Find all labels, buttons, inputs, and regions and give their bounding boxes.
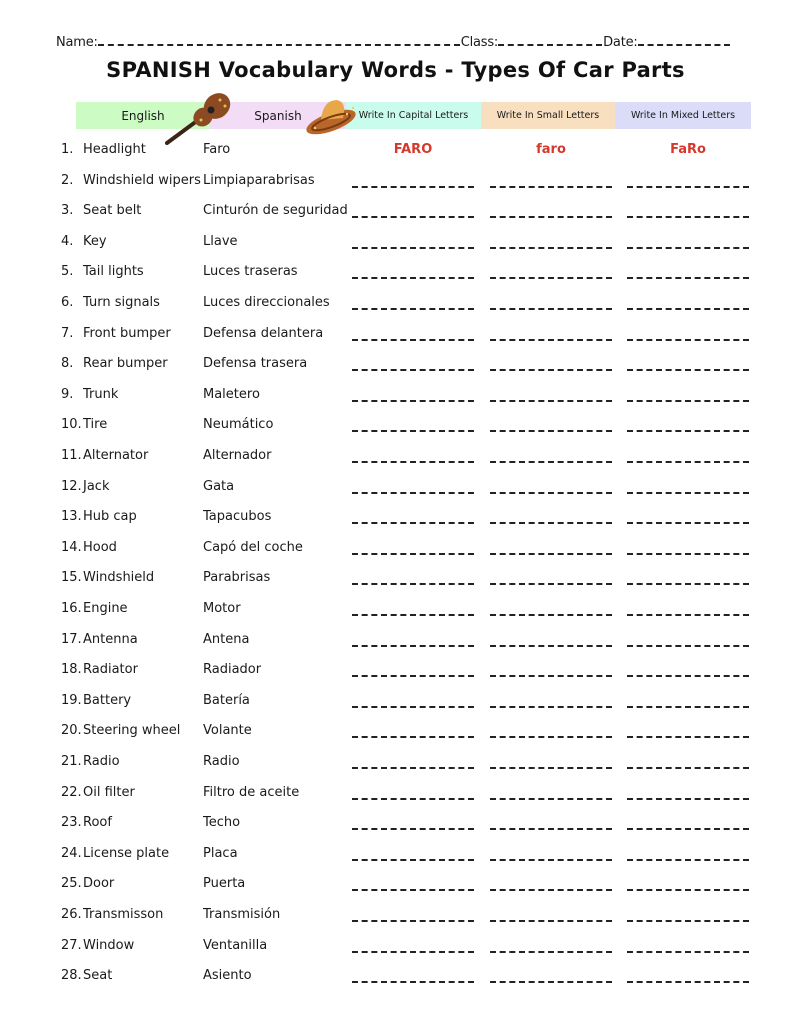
mixed-letters-blank[interactable] [627,277,749,279]
english-word: Turn signals [83,295,160,310]
table-row [0,754,791,774]
capital-letters-blank[interactable] [352,247,474,249]
table-row [0,938,791,958]
table-row [0,846,791,866]
spanish-word: Alternador [203,448,272,463]
row-number: 9. [61,386,74,402]
capital-letters-blank[interactable] [352,492,474,494]
capital-letters-blank[interactable] [352,767,474,769]
small-letters-blank[interactable] [490,828,612,830]
english-word: Seat belt [83,203,142,219]
table-row [0,203,791,223]
small-letters-blank[interactable] [490,369,612,371]
row-number: 27. [61,937,82,953]
spanish-word: Maletero [203,386,260,402]
capital-letters-blank[interactable] [352,798,474,800]
mixed-letters-blank[interactable] [627,430,749,432]
mixed-letters-blank[interactable] [627,889,749,891]
mixed-letters-blank[interactable] [627,186,749,188]
table-row [0,601,791,621]
spanish-word: Radio [203,754,240,769]
capital-letters-blank[interactable] [352,186,474,188]
row-number: 13. [61,509,82,525]
english-word: Battery [83,692,132,708]
small-letters-blank[interactable] [490,247,612,249]
english-word: Key [83,233,107,249]
table-row [0,876,791,896]
spanish-word: Filtro de aceite [203,784,300,800]
row-number: 20. [61,723,82,739]
mixed-letters-blank[interactable] [627,522,749,524]
english-word: Front bumper [83,325,171,341]
english-word: Hub cap [83,509,137,525]
small-letters-blank[interactable] [490,951,612,953]
spanish-word: Cinturón de seguridad [203,203,348,219]
spanish-word: Radiador [203,662,262,678]
spanish-word: Techo [203,815,241,831]
capital-letters-blank[interactable] [352,308,474,310]
row-number: 5. [61,264,74,280]
spanish-word: Luces traseras [203,264,298,280]
column-header-mixed: Write In Mixed Letters [615,102,751,129]
mixed-letters-blank[interactable] [627,767,749,769]
mixed-letters-blank[interactable] [627,369,749,371]
spanish-word: Gata [203,478,235,494]
table-row [0,234,791,254]
small-letters-blank[interactable] [490,461,612,463]
small-letters-blank[interactable] [490,736,612,738]
sombrero-icon [303,92,361,136]
class-label: Class: [460,35,499,50]
small-letters-blank[interactable] [490,920,612,922]
small-letters-blank[interactable] [490,492,612,494]
table-row [0,968,791,988]
table-row [0,907,791,927]
spanish-word: Luces direccionales [203,295,330,310]
capital-letters-blank[interactable] [352,277,474,279]
english-word: Oil filter [83,784,135,800]
row-number: 26. [61,907,82,922]
table-row [0,570,791,590]
capital-letters-blank[interactable] [352,645,474,647]
capital-letters-blank[interactable] [352,369,474,371]
english-word: Tire [83,417,108,433]
date-field[interactable] [638,32,730,46]
example-small: faro [536,142,566,157]
spanish-word: Placa [203,845,238,861]
small-letters-blank[interactable] [490,277,612,279]
row-number: 15. [61,570,82,586]
small-letters-blank[interactable] [490,553,612,555]
page-title: SPANISH Vocabulary Words - Types Of Car Parts [106,58,685,82]
english-word: Windshield wipers [83,172,201,188]
capital-letters-blank[interactable] [352,583,474,585]
small-letters-blank[interactable] [490,400,612,402]
spanish-word: Transmisión [203,907,281,922]
small-letters-blank[interactable] [490,981,612,983]
student-info-line [56,32,756,50]
example-capital: FARO [393,142,433,157]
mixed-letters-blank[interactable] [627,675,749,677]
mixed-letters-blank[interactable] [627,461,749,463]
row-number: 8. [61,356,74,372]
spanish-word: Defensa delantera [203,325,324,341]
table-row [0,509,791,529]
capital-letters-blank[interactable] [352,553,474,555]
small-letters-blank[interactable] [490,859,612,861]
english-word: Trunk [83,386,119,402]
english-word: Jack [83,478,110,494]
spanish-word: Parabrisas [203,570,271,586]
spanish-word: Asiento [203,968,252,984]
spanish-word: Neumático [203,417,274,433]
date-label: Date: [603,35,638,50]
small-letters-blank[interactable] [490,614,612,616]
table-row [0,326,791,346]
small-letters-blank[interactable] [490,798,612,800]
small-letters-blank[interactable] [490,706,612,708]
table-row [0,479,791,499]
mixed-letters-blank[interactable] [627,400,749,402]
mixed-letters-blank[interactable] [627,920,749,922]
english-word: Door [83,876,115,892]
spanish-word: Antena [203,631,250,647]
capital-letters-blank[interactable] [352,859,474,861]
row-number: 1. [61,142,74,157]
table-row [0,264,791,284]
row-number: 17. [61,631,82,647]
spanish-word: Limpiaparabrisas [203,172,315,188]
row-number: 3. [61,203,74,219]
mixed-letters-blank[interactable] [627,706,749,708]
row-number: 22. [61,784,82,800]
english-word: Antenna [83,631,138,647]
english-word: Roof [83,815,112,831]
column-header-spanish: Spanish [210,102,346,129]
table-row [0,540,791,560]
column-header-english: English [76,102,210,129]
row-number: 25. [61,876,82,892]
table-row [0,693,791,713]
table-row [0,417,791,437]
english-word: License plate [83,845,170,861]
mixed-letters-blank[interactable] [627,859,749,861]
spanish-word: Ventanilla [203,937,268,953]
english-word: Radio [83,754,120,769]
capital-letters-blank[interactable] [352,430,474,432]
small-letters-blank[interactable] [490,339,612,341]
english-word: Windshield [83,570,155,586]
english-word: Seat [83,968,113,984]
row-number: 18. [61,662,82,678]
row-number: 21. [61,754,82,769]
small-letters-blank[interactable] [490,216,612,218]
spanish-word: Faro [203,142,231,157]
row-number: 28. [61,968,82,984]
row-number: 12. [61,478,82,494]
english-word: Transmisson [83,907,164,922]
english-word: Hood [83,539,117,555]
spanish-word: Puerta [203,876,246,892]
capital-letters-blank[interactable] [352,461,474,463]
capital-letters-blank[interactable] [352,522,474,524]
column-header-small: Write In Small Letters [481,102,615,129]
mixed-letters-blank[interactable] [627,736,749,738]
table-row [0,387,791,407]
row-number: 4. [61,233,74,249]
mixed-letters-blank[interactable] [627,951,749,953]
spanish-word: Batería [203,692,250,708]
small-letters-blank[interactable] [490,186,612,188]
table-row [0,632,791,652]
capital-letters-blank[interactable] [352,736,474,738]
name-field[interactable] [98,32,460,46]
english-word: Rear bumper [83,356,168,372]
table-row [0,295,791,315]
english-word: Tail lights [83,264,144,280]
row-number: 11. [61,448,82,463]
spanish-word: Tapacubos [203,509,272,525]
table-row [0,448,791,468]
row-number: 14. [61,539,82,555]
small-letters-blank[interactable] [490,308,612,310]
spanish-word: Motor [203,601,241,616]
table-row [0,662,791,682]
mixed-letters-blank[interactable] [627,614,749,616]
mixed-letters-blank[interactable] [627,308,749,310]
row-number: 2. [61,172,74,188]
name-label: Name: [56,35,98,50]
english-word: Headlight [83,142,146,157]
small-letters-blank[interactable] [490,889,612,891]
spanish-word: Volante [203,723,252,739]
english-word: Engine [83,601,128,616]
capital-letters-blank[interactable] [352,889,474,891]
example-mixed: FaRo [670,142,706,157]
table-row [0,356,791,376]
capital-letters-blank[interactable] [352,951,474,953]
capital-letters-blank[interactable] [352,920,474,922]
capital-letters-blank[interactable] [352,400,474,402]
mixed-letters-blank[interactable] [627,216,749,218]
spanish-word: Defensa trasera [203,356,308,372]
mixed-letters-blank[interactable] [627,981,749,983]
mixed-letters-blank[interactable] [627,645,749,647]
capital-letters-blank[interactable] [352,706,474,708]
table-row [0,142,791,162]
small-letters-blank[interactable] [490,645,612,647]
class-field[interactable] [498,32,602,46]
row-number: 7. [61,325,74,341]
table-row [0,173,791,193]
capital-letters-blank[interactable] [352,675,474,677]
row-number: 10. [61,417,82,433]
row-number: 24. [61,845,82,861]
table-row [0,723,791,743]
mixed-letters-blank[interactable] [627,583,749,585]
mixed-letters-blank[interactable] [627,828,749,830]
table-row [0,785,791,805]
mixed-letters-blank[interactable] [627,492,749,494]
spanish-word: Capó del coche [203,539,303,555]
mixed-letters-blank[interactable] [627,339,749,341]
small-letters-blank[interactable] [490,583,612,585]
small-letters-blank[interactable] [490,767,612,769]
row-number: 16. [61,601,82,616]
row-number: 6. [61,295,74,310]
capital-letters-blank[interactable] [352,216,474,218]
table-row [0,815,791,835]
small-letters-blank[interactable] [490,522,612,524]
row-number: 19. [61,692,82,708]
english-word: Window [83,937,135,953]
capital-letters-blank[interactable] [352,828,474,830]
column-header-capital: Write In Capital Letters [346,102,481,129]
mixed-letters-blank[interactable] [627,553,749,555]
small-letters-blank[interactable] [490,675,612,677]
capital-letters-blank[interactable] [352,339,474,341]
english-word: Steering wheel [83,723,181,739]
mixed-letters-blank[interactable] [627,798,749,800]
english-word: Alternator [83,448,149,463]
mixed-letters-blank[interactable] [627,247,749,249]
row-number: 23. [61,815,82,831]
small-letters-blank[interactable] [490,430,612,432]
capital-letters-blank[interactable] [352,981,474,983]
spanish-word: Llave [203,233,238,249]
guitar-icon [165,90,235,145]
capital-letters-blank[interactable] [352,614,474,616]
english-word: Radiator [83,662,138,678]
